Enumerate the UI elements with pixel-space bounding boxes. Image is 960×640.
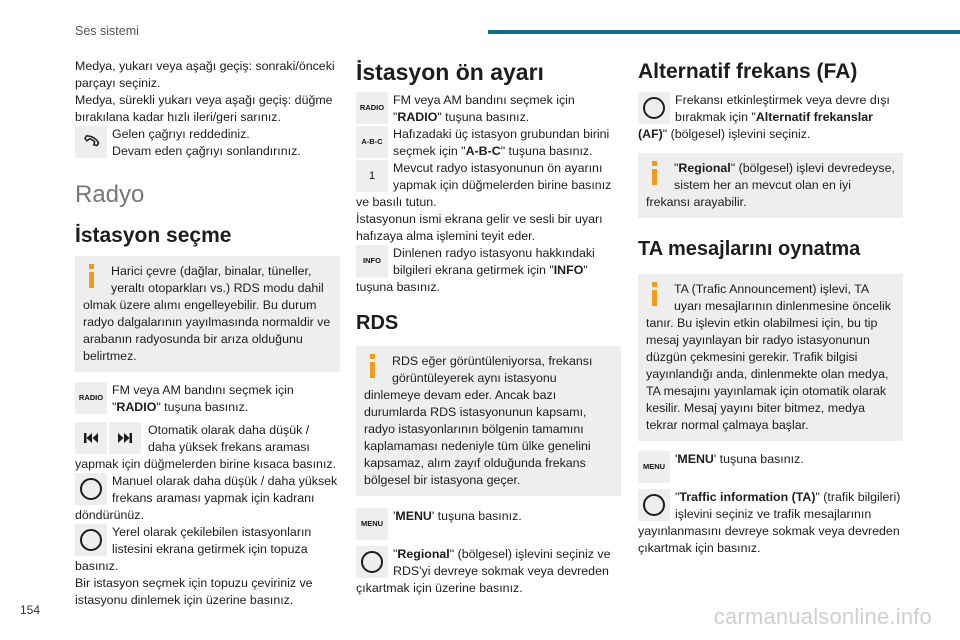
reception-note [75, 256, 340, 372]
preset-radio-item: RADIO FM veya AM bandını seçmek için "RADIO" tuşuna basınız. [356, 92, 621, 126]
ta-note [638, 274, 903, 441]
seek-forward-icon [109, 422, 141, 454]
watermark: carmanualsonline.info [713, 604, 932, 629]
info-note-icon [648, 161, 666, 185]
radio-band-item: RADIO FM veya AM bandını seçmek için "RADIO" tuşuna basınız. [75, 382, 340, 416]
info-note-icon [366, 354, 384, 378]
info-note-icon [85, 264, 103, 288]
radio-button-icon: RADIO [75, 382, 107, 414]
af-item: Frekansı etkinleştirmek veya devre dışı bırakmak için "Alternatif frekanslar (AF)" (bölgesel) işlevini seçiniz. [638, 93, 890, 141]
af-label: Alternatif frekanslar (AF) [638, 110, 873, 141]
info-key-label: INFO [553, 263, 584, 277]
ta-title: TA mesajlarını oynatma [638, 238, 861, 260]
preset-confirm-text: İstasyonun ismi ekrana gelir ve sesli bir uyarı hafızaya alma işlemini teyit eder. [356, 212, 603, 243]
radio-section-title: Radyo [75, 181, 145, 208]
station-select-title: İstasyon seçme [75, 224, 232, 247]
page-number: 154 [20, 603, 41, 617]
abc-item: A-B-C Hafızadaki üç istasyon grubundan birini seçmek için "A-B-C" tuşuna basınız. [356, 126, 621, 160]
preset-store-text: Mevcut radyo istasyonunun ön ayarını yapmak için düğmelerden birine basınız ve basılı tutun. [356, 161, 612, 209]
station-list-item [75, 524, 340, 575]
regional-label: Regional [397, 547, 450, 561]
info-button-icon: INFO [356, 245, 388, 277]
regional-item: "Regional" (bölgesel) işlevini seçiniz ve RDS'yi devreye sokmak veya devreden çıkartmak için üzerine basınız. [356, 547, 611, 595]
seek-item [75, 422, 340, 473]
column-3 [638, 58, 903, 563]
station-select-text: Bir istasyon seçmek için topuzu çeviriniz ve istasyonu dinlemek için üzerine basınız. [75, 576, 313, 607]
media-fast-text: Medya, sürekli yukarı veya aşağı geçiş: düğme bırakılana kadar hızlı ileri/geri sarınız. [75, 93, 333, 124]
info-note-icon [648, 282, 666, 306]
knob-icon [638, 489, 670, 521]
abc-button-icon: A-B-C [356, 126, 388, 158]
rds-title: RDS [356, 312, 399, 334]
media-skip-text: Medya, yukarı veya aşağı geçiş: sonraki/önceki parçayı seçiniz. [75, 59, 335, 90]
dial-icon [75, 473, 107, 505]
radio-key-label: RADIO [116, 400, 157, 414]
seek-back-icon [75, 422, 107, 454]
info-item: INFO Dinlenen radyo istasyonu hakkındaki bilgileri ekrana getirmek için "INFO" tuşuna basınız. [356, 246, 595, 294]
af-title: Alternatif frekans (FA) [638, 60, 858, 83]
menu-key-label: MENU [395, 509, 432, 523]
knob-icon [356, 546, 388, 578]
column-1 [75, 58, 340, 609]
radio-button-icon: RADIO [356, 92, 388, 124]
manual-tune-item [75, 473, 340, 524]
ta-menu-item: MENU 'MENU' tuşuna basınız. [638, 451, 903, 483]
seek-text: Otomatik olarak daha düşük / daha yüksek frekans araması yapmak için düğmelerden birine kısaca basınız. [75, 423, 337, 471]
station-list-text: Yerel olarak çekilebilen istasyonların listesini ekrana getirmek için topuza basınız. [75, 525, 312, 573]
rds-menu-item: MENU 'MENU' tuşuna basınız. [356, 508, 621, 540]
hang-up-icon [75, 126, 107, 158]
header-accent-bar [488, 30, 960, 34]
menu-button-icon: MENU [638, 451, 670, 483]
af-note-regional-label: Regional [678, 161, 731, 175]
header-title: Ses sistemi [75, 24, 139, 38]
abc-key-label: A-B-C [465, 144, 501, 158]
traffic-label: Traffic information (TA) [679, 490, 816, 504]
knob-icon [75, 524, 107, 556]
reject-call-text: Gelen çağrıyı reddediniz. [112, 127, 250, 141]
preset-title: İstasyon ön ayarı [356, 59, 544, 85]
knob-icon [638, 92, 670, 124]
end-call-text: Devam eden çağrıyı sonlandırınız. [112, 144, 301, 158]
seek-buttons [75, 422, 143, 454]
preset-1-button-icon: 1 [356, 160, 388, 192]
hangup-item [75, 126, 340, 160]
rds-note-text: RDS eğer görüntüleniyorsa, frekansı görüntüleyerek aynı istasyonu dinlemeye devam eder. Ancak bazı durumlarda RDS istasyonunun kapsamı, radyo istasyonlarının bölgenin tamamını kaplamaması nedeniyle tüm ülke genelini kapsamaz, alım zayıf olduğunda frekans bölgesel bir istasyona geçer. [364, 354, 593, 487]
reception-note-text: Harici çevre (dağlar, binalar, tüneller, yeraltı otoparkları vs.) RDS modu dahil olmak üzere alımı engelleyebilir. Bu durum radyo dalgalarının yayılmasında normaldir ve arabanın radyosunda bir arıza olduğunu belirtmez. [83, 264, 331, 363]
rds-note [356, 346, 621, 496]
column-2 [356, 58, 621, 603]
menu-button-icon: MENU [356, 508, 388, 540]
traffic-item: "Traffic information (TA)" (trafik bilgileri) işlevini seçiniz ve trafik mesajlarının yayınlanmasını devreye sokmak veya devreden çıkartmak için basınız. [638, 490, 901, 555]
manual-tune-text: Manuel olarak daha düşük / daha yüksek frekans araması yapmak için kadranı döndürünüz. [75, 474, 338, 522]
af-note: "Regional" (bölgesel) işlevi devredeyse, sistem her an mevcut olan en iyi frekansı arayabilir. [638, 153, 903, 218]
preset-number-item [356, 160, 621, 211]
menu-key-label: MENU [677, 452, 714, 466]
radio-key-label: RADIO [397, 110, 438, 124]
ta-note-text: TA (Trafic Announcement) işlevi, TA uyarı mesajlarının dinlenmesine öncelik tanır. Bu işlevin etkin olabilmesi için, bu tip mesaj yayınlayan bir radyo istasyonunun düzgün çekmesini gerekir. Trafik bilgisi yayınlandığı anda, dinlenmekte olan medya, TA mesajını yayınlamak için otomatik olarak kesilir. Mesaj yayını biter bitmez, medya tekrar normal çalmaya başlar. [646, 282, 891, 432]
